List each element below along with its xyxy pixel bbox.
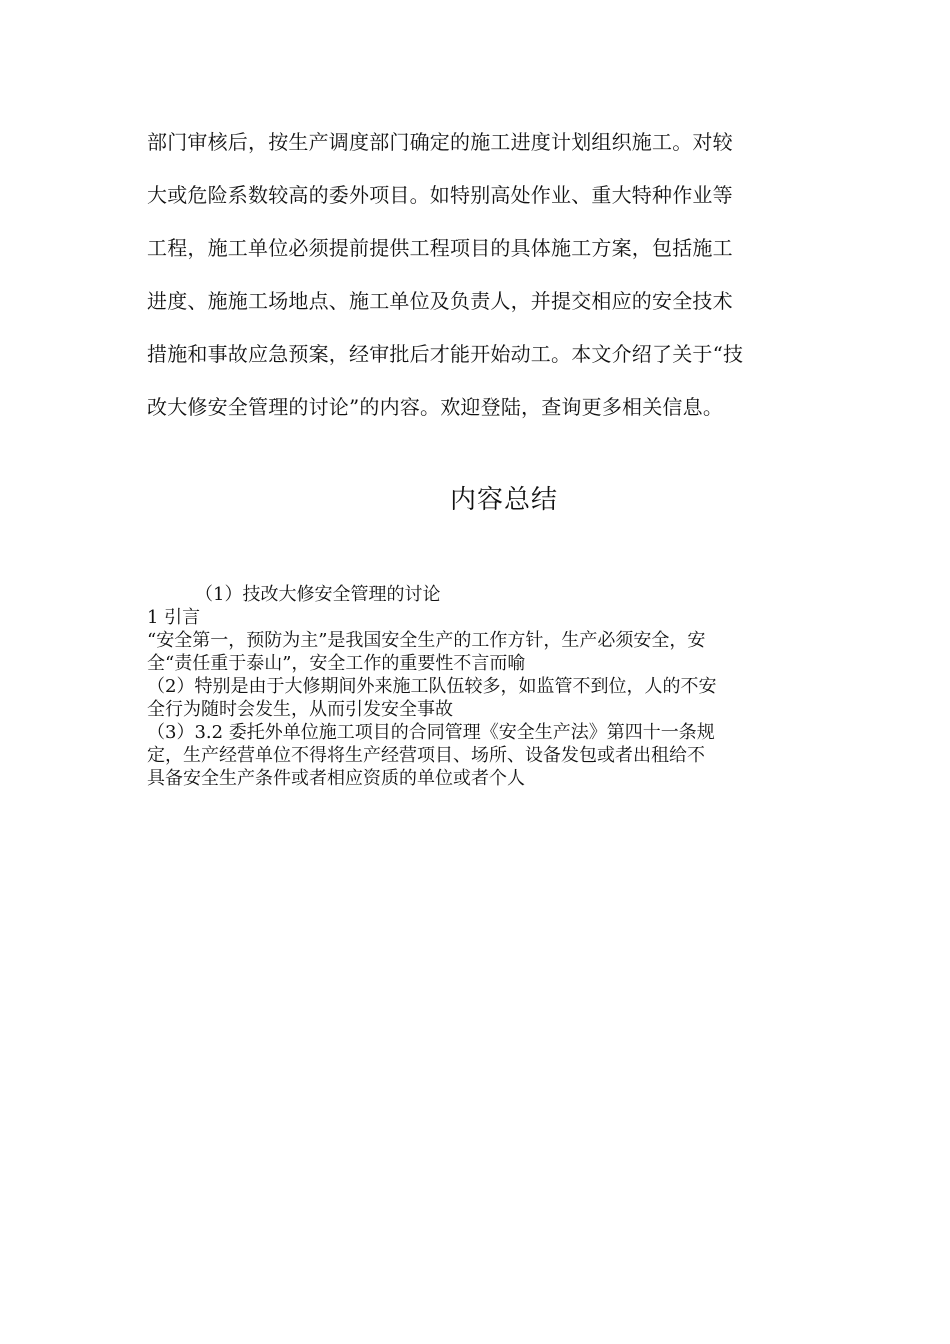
summary-line: （3）3.2 委托外单位施工项目的合同管理《安全生产法》第四十一条规 bbox=[147, 722, 715, 743]
body-line: 工程，施工单位必须提前提供工程项目的具体施工方案，包括施工 bbox=[147, 236, 733, 260]
body-line: 部门审核后，按生产调度部门确定的施工进度计划组织施工。对较 bbox=[147, 130, 733, 154]
body-line: 大或危险系数较高的委外项目。如特别高处作业、重大特种作业等 bbox=[147, 183, 733, 207]
summary-title: 内容总结 bbox=[449, 485, 558, 515]
body-paragraph bbox=[147, 116, 807, 434]
summary-line: （2）特别是由于大修期间外来施工队伍较多，如监管不到位，人的不安 bbox=[147, 676, 717, 697]
summary-item-heading: （1）技改大修安全管理的讨论 bbox=[195, 584, 441, 605]
body-line: 改大修安全管理的讨论”的内容。欢迎登陆，查询更多相关信息。 bbox=[147, 395, 724, 419]
body-line: 措施和事故应急预案，经审批后才能开始动工。本文介绍了关于“技 bbox=[147, 342, 744, 366]
summary-content bbox=[147, 583, 807, 790]
summary-line: “安全第一，预防为主”是我国安全生产的工作方针，生产必须安全，安 bbox=[147, 630, 706, 651]
summary-line: 定，生产经营单位不得将生产经营项目、场所、设备发包或者出租给不 bbox=[147, 745, 705, 766]
summary-line: 全行为随时会发生，从而引发安全事故 bbox=[147, 699, 453, 720]
summary-line: 1 引言 bbox=[147, 607, 201, 628]
body-line: 进度、施施工场地点、施工单位及负责人，并提交相应的安全技术 bbox=[147, 289, 733, 313]
summary-line: 具备安全生产条件或者相应资质的单位或者个人 bbox=[147, 768, 525, 789]
summary-line: 全“责任重于泰山”，安全工作的重要性不言而喻 bbox=[147, 653, 526, 674]
